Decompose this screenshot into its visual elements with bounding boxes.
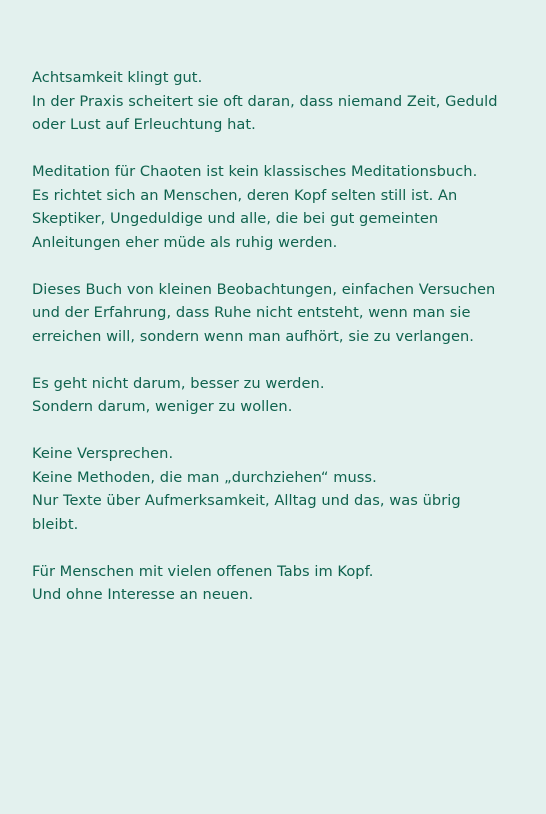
text-line: Skeptiker, Ungeduldige und alle, die bei gut gemeinten (32, 210, 439, 227)
text-line: Anleitungen eher müde als ruhig werden. (32, 233, 338, 251)
text-line: Keine Methoden, die man „durchziehen“ muss. (32, 468, 377, 486)
text-line: Es geht nicht darum, besser zu werden. (32, 374, 325, 392)
content-paragraph (32, 278, 514, 349)
text-line: und der Erfahrung, dass Ruhe nicht entsteht, wenn man sie (32, 304, 471, 321)
text-line: Sondern darum, weniger zu wollen. (32, 398, 293, 415)
text-line: Es richtet sich an Menschen, deren Kopf selten still ist. An (32, 186, 458, 204)
text-line: oder Lust auf Erleuchtung hat. (32, 116, 256, 133)
text-line: Achtsamkeit klingt gut. (32, 69, 203, 86)
text-line: Keine Versprechen. (32, 445, 174, 462)
text-line: bleibt. (32, 515, 79, 533)
book-intro-paragraph (32, 160, 514, 254)
text-line: Und ohne Interesse an neuen. (32, 586, 254, 603)
intro-paragraph (32, 66, 514, 137)
audience-paragraph (32, 560, 514, 607)
text-line: erreichen will, sondern wenn man aufhört, sie zu verlangen. (32, 327, 474, 345)
purpose-paragraph (32, 372, 514, 419)
text-line: Dieses Buch von kleinen Beobachtungen, einfachen Versuchen (32, 280, 496, 298)
text-line: Nur Texte über Aufmerksamkeit, Alltag und das, was übrig (32, 492, 461, 509)
features-paragraph (32, 442, 514, 536)
text-line: Meditation für Chaoten ist kein klassisches Meditationsbuch. (32, 163, 478, 180)
text-line: Für Menschen mit vielen offenen Tabs im Kopf. (32, 562, 374, 580)
text-line: In der Praxis scheitert sie oft daran, dass niemand Zeit, Geduld (32, 92, 498, 110)
